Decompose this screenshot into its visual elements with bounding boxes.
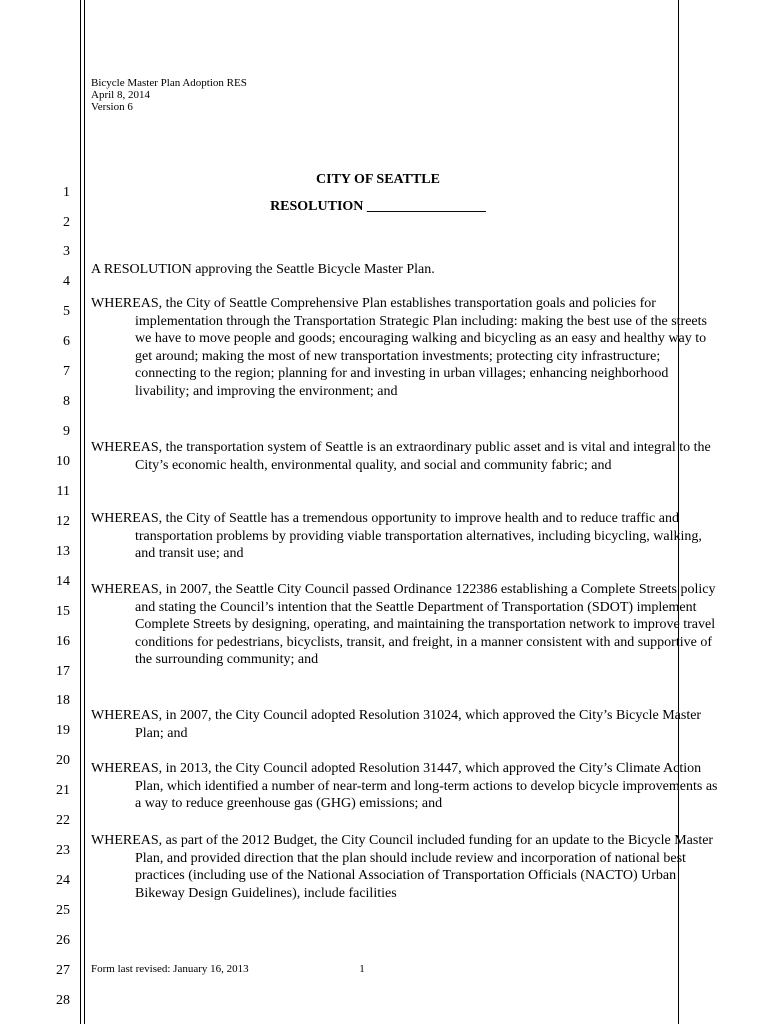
line-number: 27 (56, 963, 70, 978)
line-number: 22 (56, 813, 70, 828)
header-version: Version 6 (91, 101, 133, 113)
line-number: 14 (56, 574, 70, 589)
document-header (91, 77, 247, 113)
left-margin-rule-inner (84, 0, 85, 1024)
whereas-paragraph: WHEREAS, the transportation system of Seattle is an extraordinary public asset and is vital and integral to the City’s economic health, environmental quality, and social and community fabric; and (91, 440, 711, 473)
line-number: 15 (56, 604, 70, 619)
page-number: 1 (359, 963, 365, 975)
line-number: 26 (56, 933, 70, 948)
header-title: Bicycle Master Plan Adoption RES (91, 77, 247, 89)
city-title: CITY OF SEATTLE (316, 172, 440, 187)
line-number: 18 (56, 693, 70, 708)
form-revised-note: Form last revised: January 16, 2013 (91, 963, 249, 975)
whereas-paragraph: WHEREAS, in 2007, the City Council adopted Resolution 31024, which approved the City’s Bicycle Master Plan; and (91, 708, 702, 741)
line-number: 12 (56, 514, 70, 529)
whereas-paragraph: WHEREAS, in 2013, the City Council adopted Resolution 31447, which approved the City’s Climate Action Plan, which identified a number of near-term and long-term actions to develop bicycle improvements as a way to reduce greenhouse gas (GHG) emissions; and (91, 761, 718, 812)
line-number: 20 (56, 753, 70, 768)
line-number: 25 (56, 903, 70, 918)
resolution-intro: A RESOLUTION approving the Seattle Bicycle Master Plan. (91, 262, 435, 277)
line-number: 13 (56, 544, 70, 559)
header-date: April 8, 2014 (91, 89, 150, 101)
whereas-paragraph: WHEREAS, in 2007, the Seattle City Council passed Ordinance 122386 establishing a Complete Streets policy and stating the Council’s intention that the Seattle Department of Transportation (SDOT) implement Complete Streets by designing, operating, and maintaining the transportation network to improve travel conditions for pedestrians, bicyclists, transit, and freight, in a manner consistent with and supportive of the surrounding community; and (91, 582, 716, 668)
line-number: 10 (56, 454, 70, 469)
line-number: 17 (56, 664, 70, 679)
line-number: 19 (56, 723, 70, 738)
line-number: 4 (63, 274, 70, 289)
line-number: 28 (56, 993, 70, 1008)
line-number: 5 (63, 304, 70, 319)
whereas-paragraph: WHEREAS, as part of the 2012 Budget, the City Council included funding for an update to the Bicycle Master Plan, and provided direction that the plan should include review and incorporation of national best practices (including use of the National Association of Transportation Officials (NACTO) Urban Bikeway Design Guidelines), include facilities (91, 833, 714, 901)
line-number: 24 (56, 873, 70, 888)
line-number: 6 (63, 334, 70, 349)
line-number: 3 (63, 244, 70, 259)
line-number: 7 (63, 364, 70, 379)
whereas-paragraph: WHEREAS, the City of Seattle has a tremendous opportunity to improve health and to reduce traffic and transportation problems by providing viable transportation alternatives, including bicycling, walking, and transit use; and (91, 511, 702, 562)
resolution-title: RESOLUTION _________________ (270, 199, 486, 214)
line-number: 21 (56, 783, 70, 798)
line-number: 8 (63, 394, 70, 409)
line-number: 1 (63, 185, 70, 200)
line-number: 9 (63, 424, 70, 439)
line-number: 23 (56, 843, 70, 858)
whereas-paragraph: WHEREAS, the City of Seattle Comprehensive Plan establishes transportation goals and policies for implementation through the Transportation Strategic Plan including: making the best use of the streets we have to move people and goods; encouraging walking and bicycling as an easy and healthy way to get around; making the most of new transportation investments; protecting city infrastructure; connecting to the region; planning for and investing in urban villages; enhancing neighborhood livability; and improving the environment; and (91, 296, 707, 399)
line-number: 2 (63, 215, 70, 230)
line-number: 16 (56, 634, 70, 649)
line-number: 11 (56, 484, 70, 499)
left-margin-rule-outer (80, 0, 81, 1024)
